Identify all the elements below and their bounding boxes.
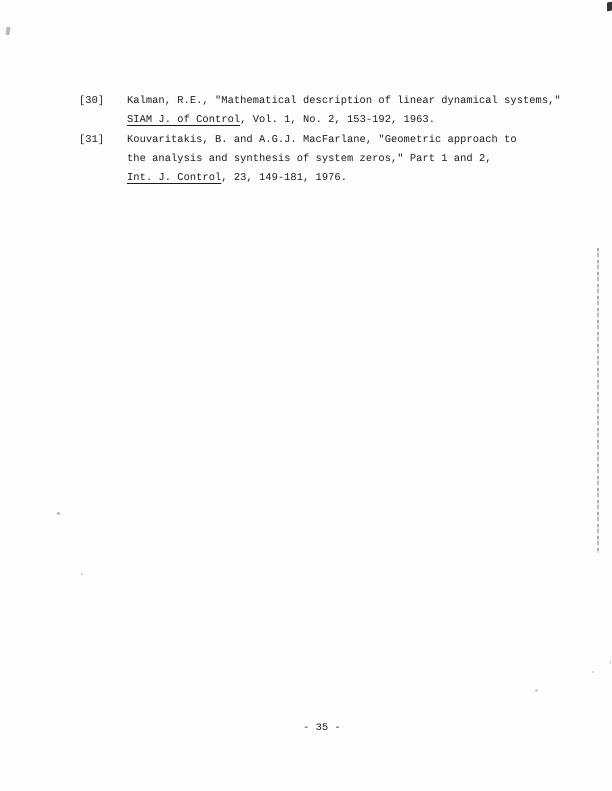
scan-artifact-speck bbox=[57, 512, 60, 515]
reference-text-line: Kalman, R.E., "Mathematical description of linear dynamical systems," bbox=[127, 95, 561, 107]
reference-text-line bbox=[127, 111, 579, 130]
reference-citation-details: , 23, 149-181, 1976. bbox=[221, 172, 347, 185]
scan-artifact-speck bbox=[610, 660, 611, 664]
reference-entry-31 bbox=[79, 131, 579, 189]
reference-text-line: Kouvaritakis, B. and A.G.J. MacFarlane, "Geometric approach to bbox=[127, 133, 517, 146]
journal-title-underlined: SIAM J. of Control bbox=[127, 114, 241, 127]
reference-label: [31] bbox=[79, 133, 105, 146]
reference-entry-30 bbox=[79, 92, 579, 131]
reference-citation-details: , Vol. 1, No. 2, 153-192, 1963. bbox=[240, 114, 435, 127]
scan-artifact-top-left-smudge bbox=[5, 27, 10, 35]
scan-artifact-speck bbox=[535, 689, 538, 692]
journal-title-underlined: Int. J. Control bbox=[127, 172, 222, 185]
reference-list bbox=[79, 92, 579, 188]
scan-artifact-corner-mark bbox=[607, 2, 612, 12]
scan-artifact-edge-streak bbox=[597, 248, 599, 553]
scan-artifact-speck bbox=[592, 671, 594, 673]
page-number: - 35 - bbox=[303, 722, 341, 734]
reference-text-line bbox=[127, 169, 579, 188]
reference-label: [30] bbox=[79, 95, 105, 107]
scan-artifact-speck bbox=[81, 573, 83, 575]
reference-text-line: the analysis and synthesis of system zeros," Part 1 and 2, bbox=[127, 152, 492, 165]
